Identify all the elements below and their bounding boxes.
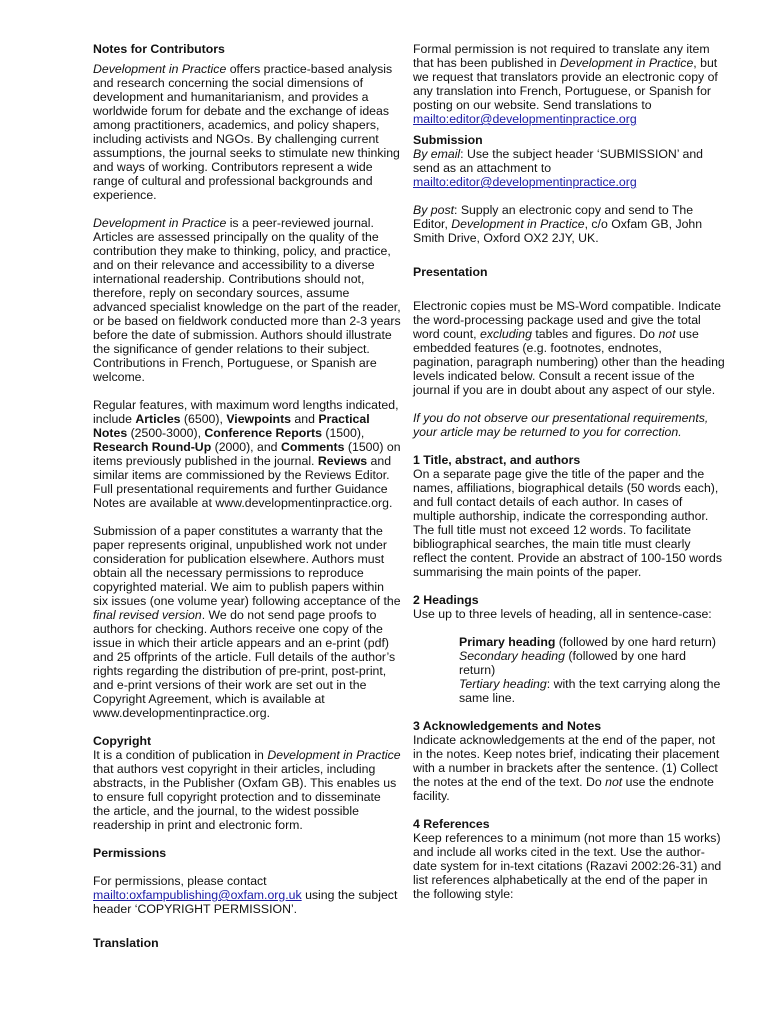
references-heading: 4 References xyxy=(413,817,490,831)
permissions-paragraph: For permissions, please contact mailto:oxfampublishing@oxfam.org.uk using the subject header ‘COPYRIGHT PERMISSION’. xyxy=(93,874,398,916)
review-paragraph: Development in Practice is a peer-reviewed journal. Articles are assessed principally on the quality of the contribution they make to thinking, policy, and practice, and on their relevance and accessibility to a diverse international readership. Contributions should not, therefore, reply on secondary sources, assume advanced specialist knowledge on the part of the reader, or be based on fieldwork conducted more than 2-3 years before the date of submission. Authors should illustrate the significance of gender relations to their subject. Contributions in French, Portuguese, or Spanish are welcome. xyxy=(93,216,401,384)
presentation-paragraph: Electronic copies must be MS-Word compatible. Indicate the word-processing package used and give the total word count, excluding tables and figures. Do not use embedded features (e.g. footnotes, endnotes, pagination, paragraph numbering) other than the heading levels indicated below. Consult a recent issue of the journal if you are in doubt about any aspect of our style. xyxy=(413,299,725,397)
copyright-heading: Copyright xyxy=(93,734,152,748)
features-paragraph: Regular features, with maximum word lengths indicated, include Articles (6500), Viewpoints and Practical Notes (2500-3000), Conference Reports (1500), Research Round-Up (2000), and Comments (1500) on items previously published in the journal. Reviews and similar items are commissioned by the Reviews Editor. Full presentational requirements and further Guidance Notes are available at www.developmentinpractice.org. xyxy=(93,398,401,510)
submission-post: By post: Supply an electronic copy and send to The Editor, Development in Practice, c/o Oxfam GB, John Smith Drive, Oxford OX2 2JY, UK. xyxy=(413,203,703,245)
page-title: Notes for Contributors xyxy=(93,42,225,56)
presentation-heading: Presentation xyxy=(413,265,488,279)
submission-email: By email: Use the subject header ‘SUBMISSION’ and send as an attachment to mailto:editor@developmentinpractice.org xyxy=(413,147,704,189)
translation-heading: Translation xyxy=(93,936,159,950)
acknowledgements-heading: 3 Acknowledgements and Notes xyxy=(413,719,602,733)
translation-email-link[interactable]: mailto:editor@developmentinpractice.org xyxy=(413,112,637,126)
submission-email-link[interactable]: mailto:editor@developmentinpractice.org xyxy=(413,175,637,189)
copyright-paragraph: It is a condition of publication in Development in Practice that authors vest copyright in their articles, including abstracts, in the Publisher (Oxfam GB). This enables us to ensure full copyright protection and to disseminate the article, and the journal, to the widest possible readership in print and electronic form. xyxy=(93,748,401,832)
headings-heading: 2 Headings xyxy=(413,593,479,607)
left-column xyxy=(93,42,401,950)
title-abstract-paragraph: On a separate page give the title of the paper and the names, affiliations, biographical details (50 words each), and full contact details of each author. In cases of multiple authorship, indicate the corresponding author. The full title must not exceed 12 words. To facilitate bibliographical searches, the main title must clearly reflect the content. Provide an abstract of 100-150 words summarising the main points of the paper. xyxy=(413,467,722,579)
translation-paragraph: Formal permission is not required to translate any item that has been published in Development in Practice, but we request that translators provide an electronic copy of any translation into French, Portuguese, or Spanish for posting on our website. Send translations to mailto:editor@developmentinpractice.org xyxy=(413,42,718,126)
submission-heading: Submission xyxy=(413,133,483,147)
references-paragraph: Keep references to a minimum (not more than 15 works) and include all works cited in the text. Use the author-date system for in-text citations (Razavi 2002:26-31) and list references alphabetically at the end of the paper in the following style: xyxy=(413,831,722,901)
primary-heading-example: Primary heading (followed by one hard return) xyxy=(459,635,716,649)
secondary-heading-example: Secondary heading (followed by one hard return) xyxy=(459,649,686,677)
right-column xyxy=(413,42,725,901)
acknowledgements-paragraph: Indicate acknowledgements at the end of the paper, not in the notes. Keep notes brief, indicating their placement with a number in brackets after the sentence. (1) Collect the notes at the end of the text. Do not use the endnote facility. xyxy=(413,733,720,803)
warranty-paragraph: Submission of a paper constitutes a warranty that the paper represents original, unpublished work not under consideration for publication elsewhere. Authors must obtain all the necessary permissions to reproduce copyrighted material. We aim to publish papers within six issues (one volume year) following acceptance of the final revised version. We do not send page proofs to authors for checking. Authors receive one copy of the issue in which their article appears and an e-print (pdf) and 25 offprints of the article. Full details of the author’s rights regarding the distribution of pre-print, post-print, and e-print versions of their work are set out in the Copyright Agreement, which is available at www.developmentinpractice.org. xyxy=(93,524,401,720)
headings-paragraph: Use up to three levels of heading, all in sentence-case: xyxy=(413,607,712,621)
presentation-warning: If you do not observe our presentational requirements, your article may be returned to you for correction. xyxy=(413,411,709,439)
title-abstract-heading: 1 Title, abstract, and authors xyxy=(413,453,581,467)
permissions-heading: Permissions xyxy=(93,846,167,860)
tertiary-heading-example: Tertiary heading: with the text carrying along the same line. xyxy=(459,677,721,705)
intro-paragraph: Development in Practice offers practice-based analysis and research concerning the social dimensions of development and humanitarianism, and provides a worldwide forum for debate and the exchange of ideas among practitioners, academics, and policy shapers, including activists and NGOs. By challenging current assumptions, the journal seeks to stimulate new thinking and ways of working. Contributors represent a wide range of cultural and professional backgrounds and experience. xyxy=(93,62,400,202)
permissions-email-link[interactable]: mailto:oxfampublishing@oxfam.org.uk xyxy=(93,888,302,902)
